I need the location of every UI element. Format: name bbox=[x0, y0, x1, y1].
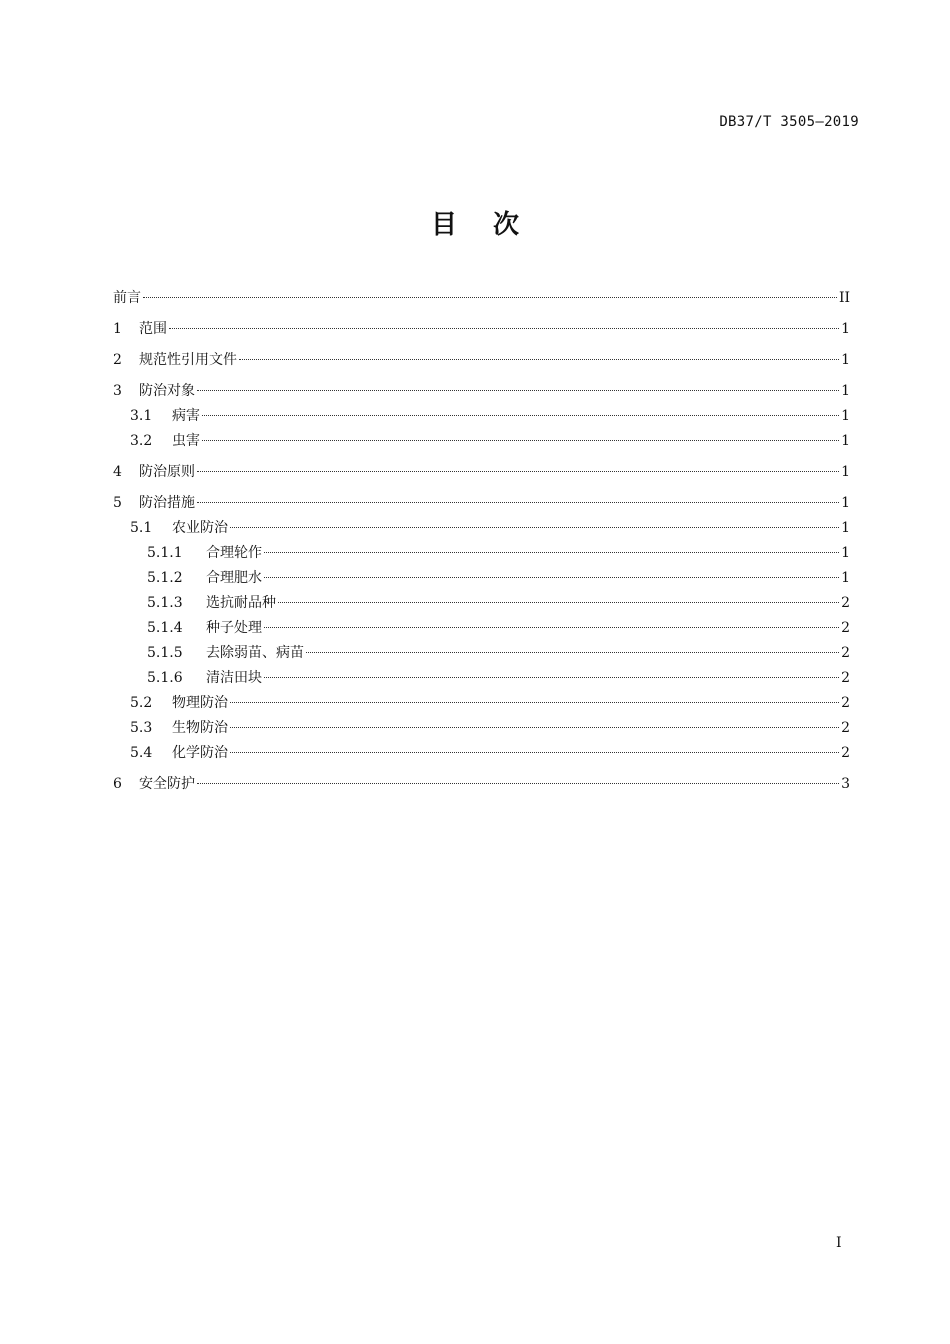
toc-entry-label: 物理防治 bbox=[172, 695, 228, 711]
toc-entry-page: 1 bbox=[841, 495, 850, 511]
toc-entry-label: 范围 bbox=[139, 321, 167, 337]
dot-leader bbox=[278, 602, 839, 603]
toc-entry-label: 选抗耐品种 bbox=[206, 595, 276, 611]
toc-entry-page: 2 bbox=[841, 745, 850, 761]
toc-entry[interactable] bbox=[113, 541, 850, 566]
toc-entry[interactable] bbox=[113, 772, 850, 797]
toc-entry[interactable] bbox=[113, 566, 850, 591]
toc-entry-label: 生物防治 bbox=[172, 720, 228, 736]
toc-entry-label: 前言 bbox=[113, 290, 141, 306]
toc-entry-page: 2 bbox=[841, 695, 850, 711]
dot-leader bbox=[230, 527, 839, 528]
toc-entry-number: 3 bbox=[113, 383, 122, 399]
toc-entry-label: 合理轮作 bbox=[206, 545, 262, 561]
toc-entry-page: 1 bbox=[841, 321, 850, 337]
toc-entry[interactable] bbox=[113, 460, 850, 485]
toc-entry-page: 2 bbox=[841, 720, 850, 736]
dot-leader bbox=[239, 359, 839, 360]
toc-entry-page: 2 bbox=[841, 670, 850, 686]
toc-entry[interactable] bbox=[113, 691, 850, 716]
toc-entry[interactable] bbox=[113, 429, 850, 454]
toc-entry-page: 1 bbox=[841, 433, 850, 449]
toc-entry-number: 5.1.3 bbox=[147, 595, 183, 611]
toc-entry-number: 5.1.2 bbox=[147, 570, 183, 586]
dot-leader bbox=[202, 415, 839, 416]
toc-entry[interactable] bbox=[113, 348, 850, 373]
toc-entry-page: II bbox=[838, 290, 850, 306]
toc-entry[interactable] bbox=[113, 317, 850, 342]
toc-entry[interactable] bbox=[113, 616, 850, 641]
toc-entry-label: 虫害 bbox=[172, 433, 200, 449]
toc-entry-number: 4 bbox=[113, 464, 122, 480]
dot-leader bbox=[197, 783, 839, 784]
dot-leader bbox=[264, 577, 839, 578]
toc-entry-number: 2 bbox=[113, 352, 122, 368]
table-of-contents bbox=[113, 286, 850, 797]
toc-entry-page: 1 bbox=[841, 352, 850, 368]
toc-entry-label: 安全防护 bbox=[139, 776, 195, 792]
toc-entry-label: 防治措施 bbox=[139, 495, 195, 511]
toc-entry[interactable] bbox=[113, 379, 850, 404]
toc-entry-label: 去除弱苗、病苗 bbox=[206, 645, 304, 661]
dot-leader bbox=[197, 502, 839, 503]
toc-entry[interactable] bbox=[113, 716, 850, 741]
dot-leader bbox=[264, 627, 839, 628]
dot-leader bbox=[169, 328, 839, 329]
toc-entry-number: 6 bbox=[113, 776, 122, 792]
toc-entry-page: 1 bbox=[841, 570, 850, 586]
toc-entry-label: 合理肥水 bbox=[206, 570, 262, 586]
dot-leader bbox=[143, 297, 837, 298]
page-number: I bbox=[836, 1235, 842, 1251]
dot-leader bbox=[264, 552, 839, 553]
toc-entry-label: 清洁田块 bbox=[206, 670, 262, 686]
toc-entry-label: 化学防治 bbox=[172, 745, 228, 761]
toc-entry-page: 1 bbox=[841, 545, 850, 561]
toc-entry-number: 5.2 bbox=[130, 695, 153, 711]
toc-title: 目次 bbox=[430, 210, 555, 240]
toc-entry-page: 1 bbox=[841, 383, 850, 399]
dot-leader bbox=[230, 702, 839, 703]
toc-entry[interactable] bbox=[113, 491, 850, 516]
toc-entry-page: 2 bbox=[841, 645, 850, 661]
toc-entry-number: 3.1 bbox=[130, 408, 153, 424]
toc-entry-number: 5.1.4 bbox=[147, 620, 183, 636]
toc-entry[interactable] bbox=[113, 641, 850, 666]
dot-leader bbox=[202, 440, 839, 441]
toc-entry-number: 1 bbox=[113, 321, 122, 337]
dot-leader bbox=[230, 727, 839, 728]
toc-entry-number: 5.1.6 bbox=[147, 670, 183, 686]
toc-entry-label: 规范性引用文件 bbox=[139, 352, 237, 368]
toc-entry-number: 5.1.1 bbox=[147, 545, 183, 561]
toc-entry-number: 5 bbox=[113, 495, 122, 511]
toc-entry-number: 5.1.5 bbox=[147, 645, 183, 661]
toc-entry[interactable] bbox=[113, 741, 850, 766]
toc-entry-label: 农业防治 bbox=[172, 520, 228, 536]
toc-entry[interactable] bbox=[113, 591, 850, 616]
toc-entry-page: 1 bbox=[841, 520, 850, 536]
document-code: DB37/T 3505—2019 bbox=[719, 114, 859, 130]
dot-leader bbox=[197, 390, 839, 391]
toc-entry-label: 防治对象 bbox=[139, 383, 195, 399]
toc-entry-page: 2 bbox=[841, 595, 850, 611]
toc-entry[interactable] bbox=[113, 286, 850, 311]
dot-leader bbox=[264, 677, 839, 678]
dot-leader bbox=[230, 752, 839, 753]
toc-entry-page: 2 bbox=[841, 620, 850, 636]
toc-entry-number: 5.1 bbox=[130, 520, 153, 536]
dot-leader bbox=[197, 471, 839, 472]
dot-leader bbox=[306, 652, 839, 653]
toc-entry-page: 1 bbox=[841, 408, 850, 424]
toc-entry-label: 病害 bbox=[172, 408, 200, 424]
toc-entry-number: 3.2 bbox=[130, 433, 153, 449]
toc-entry[interactable] bbox=[113, 666, 850, 691]
toc-entry[interactable] bbox=[113, 404, 850, 429]
toc-entry-number: 5.3 bbox=[130, 720, 153, 736]
toc-entry-page: 1 bbox=[841, 464, 850, 480]
toc-entry-number: 5.4 bbox=[130, 745, 153, 761]
toc-entry-page: 3 bbox=[841, 776, 850, 792]
toc-entry-label: 防治原则 bbox=[139, 464, 195, 480]
toc-entry[interactable] bbox=[113, 516, 850, 541]
toc-entry-label: 种子处理 bbox=[206, 620, 262, 636]
